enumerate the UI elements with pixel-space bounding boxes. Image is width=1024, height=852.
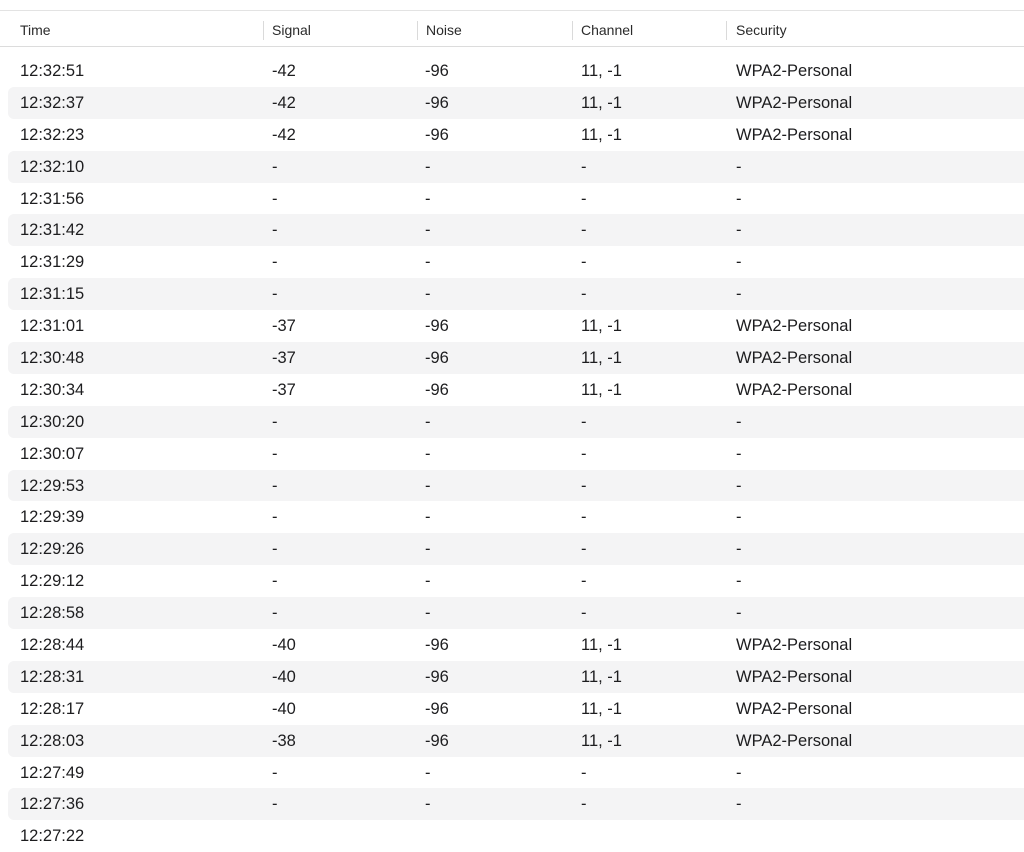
cell-security: - (736, 763, 742, 782)
cell-signal: - (272, 157, 278, 176)
cell-security: WPA2-Personal (736, 93, 853, 112)
cell-signal: - (272, 285, 278, 304)
cell-noise: -96 (425, 636, 449, 655)
column-header-security[interactable]: Security (736, 22, 787, 38)
column-divider[interactable] (726, 21, 727, 40)
cell-signal: - (272, 763, 278, 782)
cell-security: WPA2-Personal (736, 349, 853, 368)
cell-security: - (736, 540, 742, 559)
cell-time: 12:31:01 (20, 317, 85, 336)
cell-time: 12:32:10 (20, 157, 85, 176)
cell-time: 12:27:36 (20, 795, 85, 814)
cell-time: 12:28:44 (20, 636, 85, 655)
cell-security: - (736, 157, 742, 176)
cell-channel: - (581, 508, 587, 527)
table-row[interactable] (8, 438, 1024, 470)
column-header-signal[interactable]: Signal (272, 22, 311, 38)
cell-security: WPA2-Personal (736, 636, 853, 655)
cell-noise: - (425, 795, 431, 814)
cell-signal: - (272, 189, 278, 208)
table-row[interactable] (8, 87, 1024, 119)
cell-time: 12:28:03 (20, 731, 85, 750)
cell-time: 12:27:49 (20, 763, 85, 782)
cell-channel: 11, -1 (581, 125, 622, 144)
cell-signal: - (272, 221, 278, 240)
cell-signal: -42 (272, 125, 296, 144)
cell-channel: - (581, 604, 587, 623)
cell-noise: -96 (425, 125, 449, 144)
cell-channel: 11, -1 (581, 380, 622, 399)
cell-noise: - (425, 412, 431, 431)
cell-noise: -96 (425, 699, 449, 718)
cell-noise: - (425, 604, 431, 623)
cell-noise: - (425, 285, 431, 304)
cell-security: - (736, 508, 742, 527)
cell-channel: 11, -1 (581, 636, 622, 655)
table-row[interactable] (8, 661, 1024, 693)
cell-signal: -40 (272, 636, 296, 655)
table-row[interactable] (8, 725, 1024, 757)
cell-time: 12:30:07 (20, 444, 85, 463)
cell-channel: - (581, 540, 587, 559)
cell-noise: -96 (425, 317, 449, 336)
cell-time: 12:30:20 (20, 412, 85, 431)
column-header-time[interactable]: Time (20, 22, 51, 38)
log-table-body[interactable] (8, 55, 1024, 846)
cell-signal: -42 (272, 62, 296, 80)
cell-signal: -40 (272, 667, 296, 686)
cell-noise: - (425, 508, 431, 527)
cell-noise: -96 (425, 380, 449, 399)
cell-time: 12:32:37 (20, 93, 85, 112)
column-header-noise[interactable]: Noise (426, 22, 462, 38)
cell-signal: -37 (272, 380, 296, 399)
cell-security: WPA2-Personal (736, 731, 853, 750)
cell-security: - (736, 221, 742, 240)
table-row[interactable] (8, 820, 1024, 852)
cell-channel: 11, -1 (581, 699, 622, 718)
cell-channel: 11, -1 (581, 317, 622, 336)
cell-signal: - (272, 540, 278, 559)
cell-time: 12:29:26 (20, 540, 85, 559)
cell-noise: - (425, 253, 431, 272)
cell-channel: 11, -1 (581, 667, 622, 686)
cell-time: 12:30:34 (20, 380, 85, 399)
cell-noise: - (425, 572, 431, 591)
cell-channel: 11, -1 (581, 93, 622, 112)
cell-channel: - (581, 253, 587, 272)
cell-security: WPA2-Personal (736, 380, 853, 399)
cell-channel: 11, -1 (581, 349, 622, 368)
cell-noise: - (425, 763, 431, 782)
cell-noise: -96 (425, 93, 449, 112)
cell-channel: - (581, 795, 587, 814)
cell-signal: - (272, 604, 278, 623)
cell-time: 12:29:39 (20, 508, 85, 527)
cell-noise: -96 (425, 731, 449, 750)
cell-channel: - (581, 157, 587, 176)
cell-signal: -42 (272, 93, 296, 112)
cell-time: 12:31:29 (20, 253, 85, 272)
cell-time: 12:28:31 (20, 667, 85, 686)
cell-signal: - (272, 253, 278, 272)
cell-time: 12:28:58 (20, 604, 85, 623)
cell-noise: - (425, 189, 431, 208)
column-divider[interactable] (263, 21, 264, 40)
cell-time: 12:32:51 (20, 62, 85, 80)
cell-channel: - (581, 444, 587, 463)
cell-noise: - (425, 476, 431, 495)
cell-time: 12:29:53 (20, 476, 85, 495)
cell-security: - (736, 189, 742, 208)
table-row[interactable] (8, 470, 1024, 502)
cell-noise: -96 (425, 349, 449, 368)
table-row[interactable] (8, 501, 1024, 533)
cell-signal: - (272, 572, 278, 591)
cell-time: 12:27:22 (20, 827, 85, 846)
cell-security: - (736, 795, 742, 814)
cell-security: WPA2-Personal (736, 62, 853, 80)
cell-channel: - (581, 763, 587, 782)
table-row[interactable] (8, 183, 1024, 215)
table-row[interactable] (8, 788, 1024, 820)
table-row[interactable] (8, 597, 1024, 629)
table-row[interactable] (8, 214, 1024, 246)
cell-security: WPA2-Personal (736, 317, 853, 336)
cell-signal: - (272, 795, 278, 814)
cell-signal: - (272, 444, 278, 463)
cell-channel: - (581, 285, 587, 304)
table-row[interactable] (8, 310, 1024, 342)
cell-channel: - (581, 189, 587, 208)
cell-time: 12:30:48 (20, 349, 85, 368)
cell-time: 12:31:15 (20, 285, 85, 304)
cell-channel: - (581, 572, 587, 591)
table-row[interactable] (8, 406, 1024, 438)
cell-noise: - (425, 540, 431, 559)
table-row[interactable] (8, 374, 1024, 406)
cell-security: - (736, 476, 742, 495)
cell-security: WPA2-Personal (736, 699, 853, 718)
cell-security: - (736, 285, 742, 304)
column-divider[interactable] (417, 21, 418, 40)
table-row[interactable] (8, 629, 1024, 661)
cell-time: 12:29:12 (20, 572, 85, 591)
cell-noise: -96 (425, 667, 449, 686)
cell-time: 12:32:23 (20, 125, 85, 144)
cell-security: WPA2-Personal (736, 125, 853, 144)
cell-noise: - (425, 157, 431, 176)
table-header (0, 11, 1024, 47)
cell-channel: - (581, 412, 587, 431)
table-row[interactable] (8, 246, 1024, 278)
table-row[interactable] (8, 55, 1024, 87)
cell-time: 12:31:42 (20, 221, 85, 240)
table-row[interactable] (8, 693, 1024, 725)
table-row[interactable] (8, 278, 1024, 310)
table-row[interactable] (8, 151, 1024, 183)
table-row[interactable] (8, 119, 1024, 151)
cell-security: WPA2-Personal (736, 667, 853, 686)
cell-channel: 11, -1 (581, 731, 622, 750)
cell-security: - (736, 253, 742, 272)
column-divider[interactable] (572, 21, 573, 40)
cell-channel: - (581, 221, 587, 240)
table-row[interactable] (8, 342, 1024, 374)
cell-security: - (736, 572, 742, 591)
cell-signal: - (272, 476, 278, 495)
column-header-channel[interactable]: Channel (581, 22, 634, 38)
cell-signal: -37 (272, 317, 296, 336)
cell-channel: 11, -1 (581, 62, 622, 80)
cell-signal: - (272, 508, 278, 527)
cell-time: 12:31:56 (20, 189, 85, 208)
window-top-edge (0, 0, 1024, 11)
cell-security: - (736, 444, 742, 463)
cell-noise: - (425, 444, 431, 463)
cell-noise: - (425, 221, 431, 240)
cell-signal: -38 (272, 731, 296, 750)
cell-signal: -37 (272, 349, 296, 368)
cell-noise: -96 (425, 62, 449, 80)
cell-channel: - (581, 476, 587, 495)
cell-signal: - (272, 412, 278, 431)
cell-time: 12:28:17 (20, 699, 85, 718)
table-row[interactable] (8, 533, 1024, 565)
cell-security: - (736, 604, 742, 623)
table-row[interactable] (8, 565, 1024, 597)
cell-security: - (736, 412, 742, 431)
cell-signal: -40 (272, 699, 296, 718)
table-row[interactable] (8, 757, 1024, 789)
